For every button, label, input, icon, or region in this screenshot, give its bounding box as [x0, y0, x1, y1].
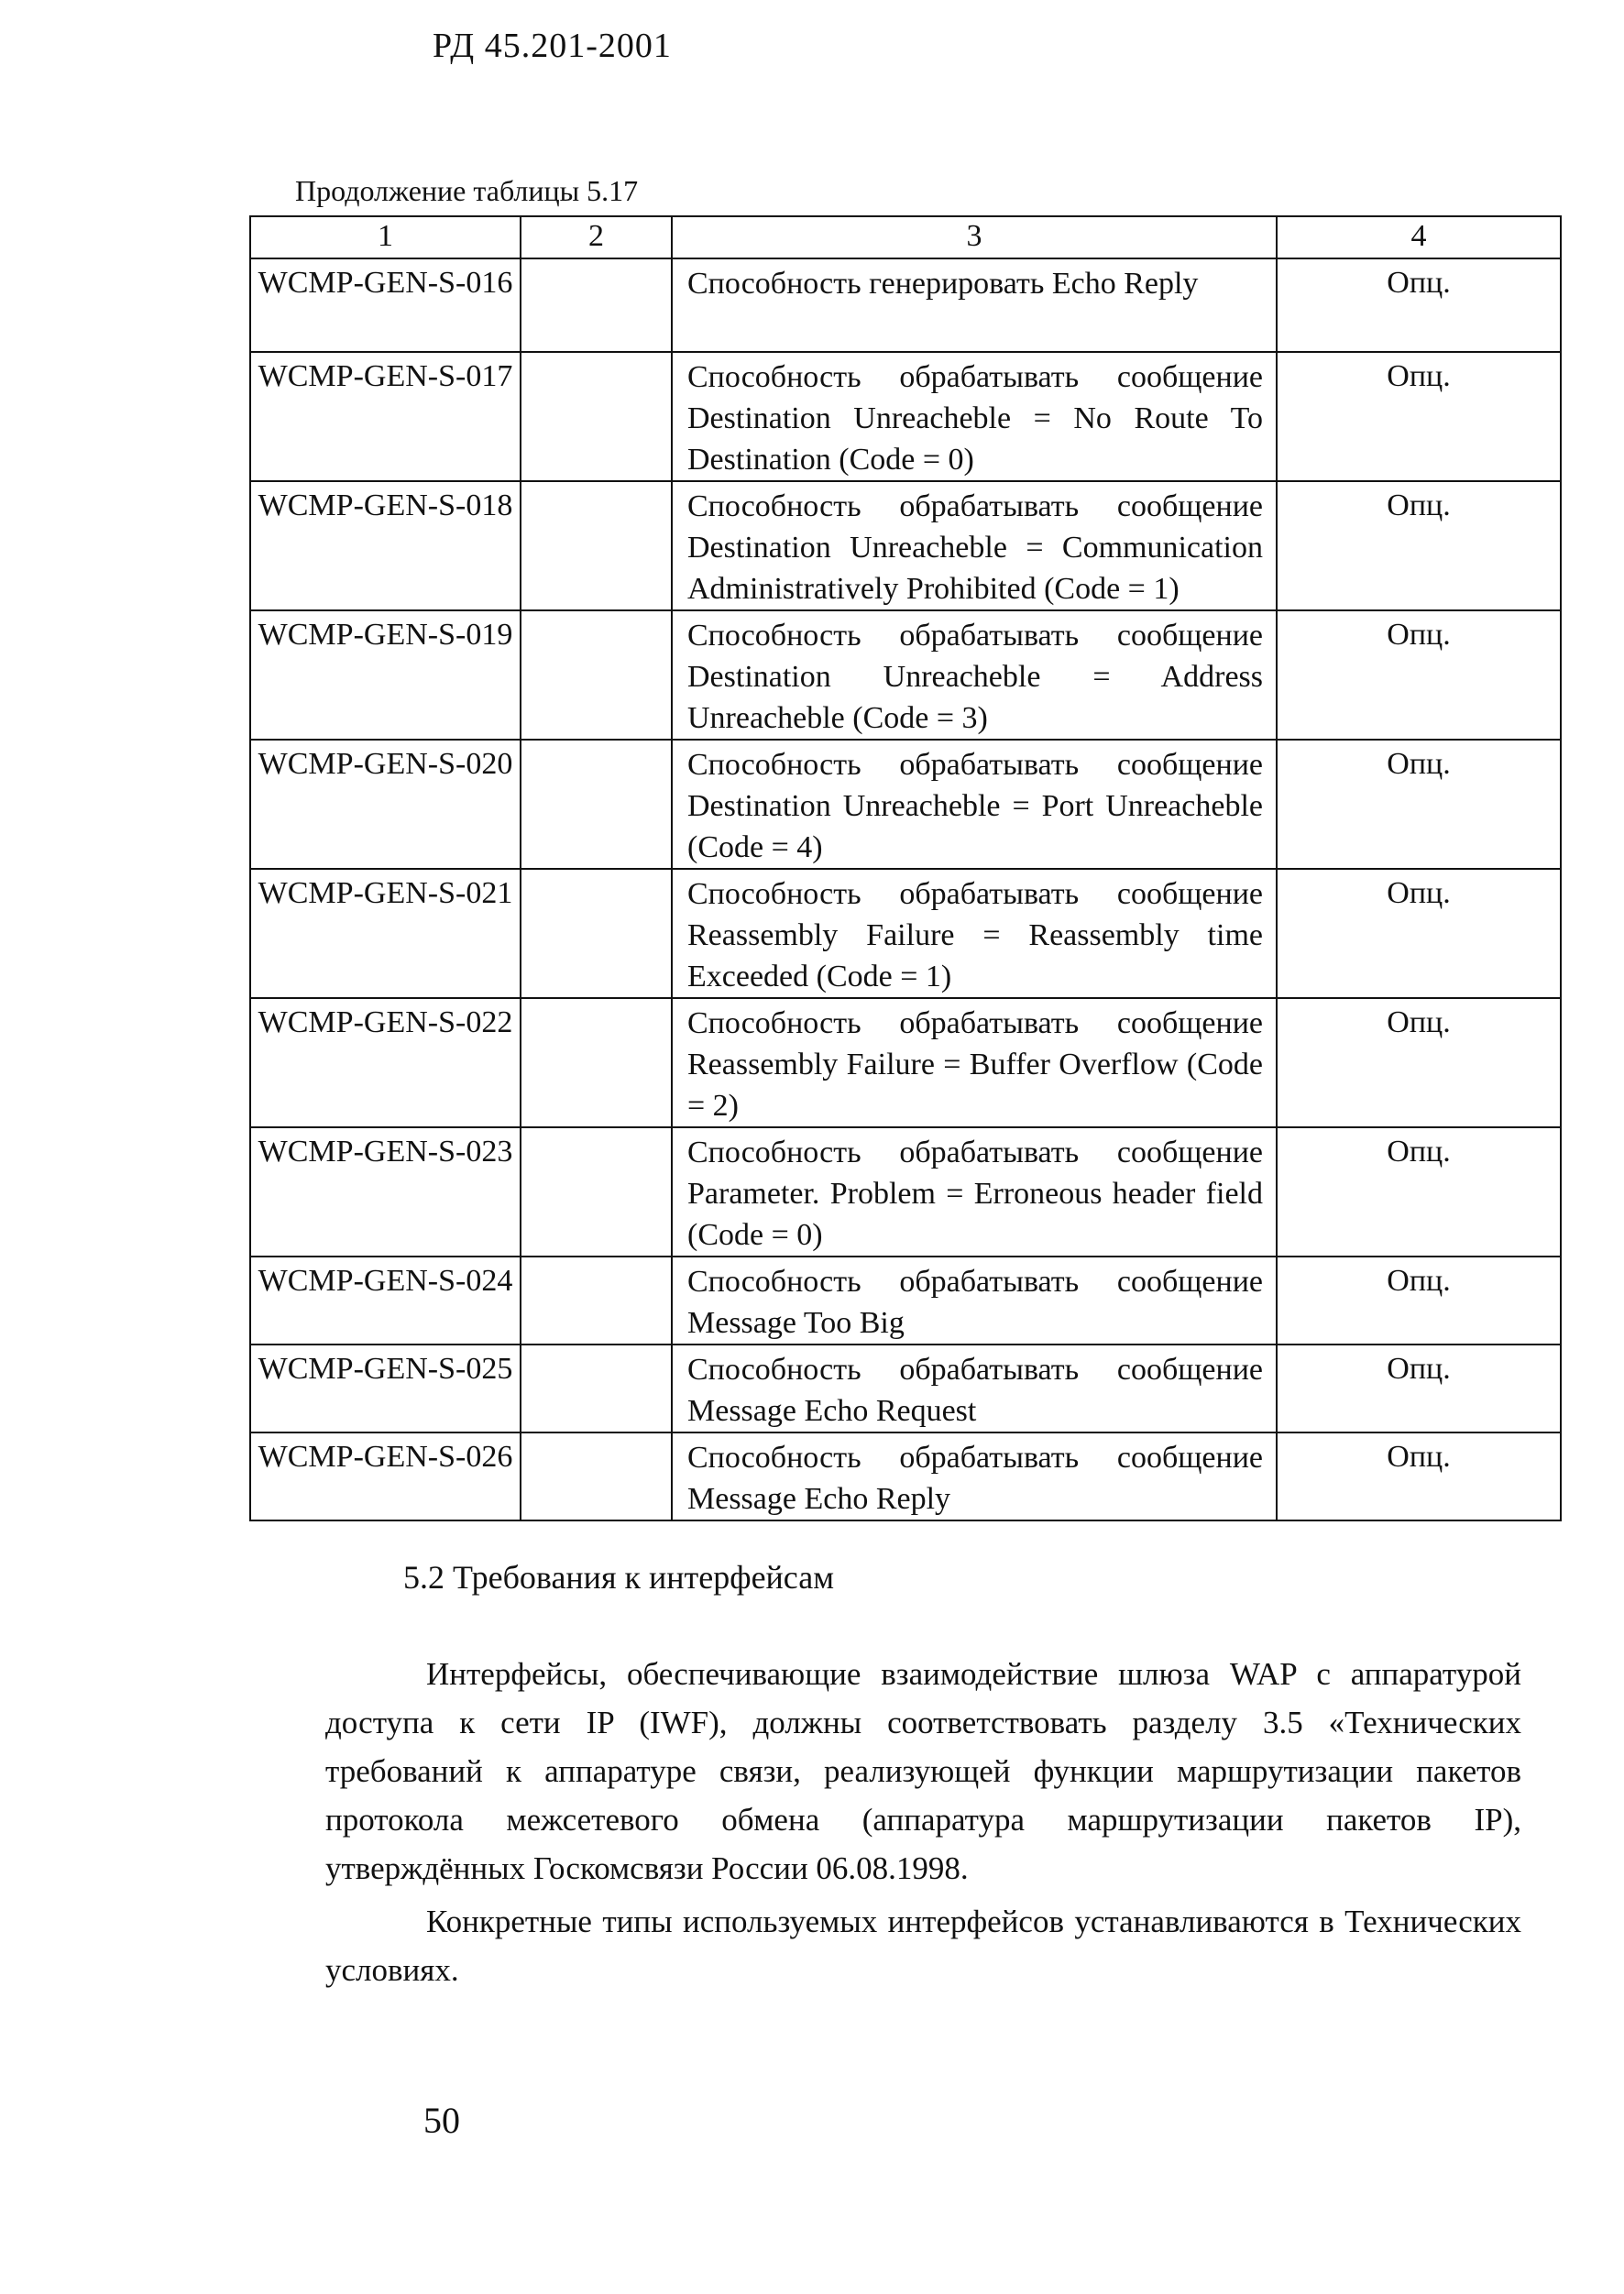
- requirement-status-cell: Опц.: [1277, 1432, 1561, 1520]
- requirement-id-cell: WCMP-GEN-S-021: [250, 869, 521, 998]
- table-row: [250, 352, 1561, 481]
- requirement-description-cell: Способность обрабатывать сообщение Message Too Big: [672, 1257, 1277, 1345]
- column-header: 1: [250, 216, 521, 258]
- requirement-id-cell: WCMP-GEN-S-019: [250, 610, 521, 740]
- empty-cell: [521, 1432, 672, 1520]
- page-number: 50: [423, 2100, 460, 2141]
- requirement-id-cell: WCMP-GEN-S-017: [250, 352, 521, 481]
- requirement-id-cell: WCMP-GEN-S-026: [250, 1432, 521, 1520]
- requirement-description-cell: Способность обрабатывать сообщение Reassembly Failure = Reassembly time Exceeded (Code = 1): [672, 869, 1277, 998]
- empty-cell: [521, 610, 672, 740]
- table-row: [250, 481, 1561, 610]
- requirement-description-cell: Способность обрабатывать сообщение Destination Unreacheble = Port Unreacheble (Code = 4): [672, 740, 1277, 869]
- column-header: 4: [1277, 216, 1561, 258]
- empty-cell: [521, 481, 672, 610]
- requirement-status-cell: Опц.: [1277, 481, 1561, 610]
- table-row: [250, 998, 1561, 1127]
- requirement-status-cell: Опц.: [1277, 998, 1561, 1127]
- requirement-description-cell: Способность обрабатывать сообщение Message Echo Request: [672, 1345, 1277, 1432]
- requirement-status-cell: Опц.: [1277, 740, 1561, 869]
- empty-cell: [521, 1257, 672, 1345]
- requirement-status-cell: Опц.: [1277, 1345, 1561, 1432]
- requirement-status-cell: Опц.: [1277, 610, 1561, 740]
- requirement-id-cell: WCMP-GEN-S-023: [250, 1127, 521, 1257]
- requirement-description-cell: Способность генерировать Echo Reply: [672, 258, 1277, 352]
- requirement-description-cell: Способность обрабатывать сообщение Message Echo Reply: [672, 1432, 1277, 1520]
- table-body: [250, 258, 1561, 1520]
- requirement-id-cell: WCMP-GEN-S-020: [250, 740, 521, 869]
- requirement-description-cell: Способность обрабатывать сообщение Destination Unreacheble = No Route To Destination (Code = 0): [672, 352, 1277, 481]
- requirement-description-cell: Способность обрабатывать сообщение Parameter. Problem = Erroneous header field (Code = 0): [672, 1127, 1277, 1257]
- empty-cell: [521, 998, 672, 1127]
- section-title: 5.2 Требования к интерфейсам: [403, 1559, 834, 1596]
- table-row: [250, 869, 1561, 998]
- table-row: [250, 740, 1561, 869]
- requirement-id-cell: WCMP-GEN-S-022: [250, 998, 521, 1127]
- empty-cell: [521, 869, 672, 998]
- table-row: [250, 1127, 1561, 1257]
- paragraph: Конкретные типы используемых интерфейсов устанавливаются в Технических условиях.: [325, 1904, 1521, 1988]
- requirement-id-cell: WCMP-GEN-S-025: [250, 1345, 521, 1432]
- requirement-status-cell: Опц.: [1277, 869, 1561, 998]
- table-header-row: [250, 216, 1561, 258]
- empty-cell: [521, 740, 672, 869]
- table-row: [250, 258, 1561, 352]
- requirement-description-cell: Способность обрабатывать сообщение Destination Unreacheble = Communication Administratively Prohibited (Code = 1): [672, 481, 1277, 610]
- requirement-id-cell: WCMP-GEN-S-024: [250, 1257, 521, 1345]
- empty-cell: [521, 258, 672, 352]
- empty-cell: [521, 1127, 672, 1257]
- table-row: [250, 1345, 1561, 1432]
- column-header: 3: [672, 216, 1277, 258]
- table-row: [250, 610, 1561, 740]
- requirement-status-cell: Опц.: [1277, 258, 1561, 352]
- column-header: 2: [521, 216, 672, 258]
- table-row: [250, 1257, 1561, 1345]
- table-caption: Продолжение таблицы 5.17: [295, 174, 639, 207]
- document-header: РД 45.201-2001: [433, 27, 672, 65]
- requirement-status-cell: Опц.: [1277, 352, 1561, 481]
- requirement-status-cell: Опц.: [1277, 1257, 1561, 1345]
- requirement-status-cell: Опц.: [1277, 1127, 1561, 1257]
- paragraph: Интерфейсы, обеспечивающие взаимодействие шлюза WAP с аппаратурой доступа к сети IP (IWF), должны соответствовать разделу 3.5 «Технических требований к аппаратуре связи, реализующей функции маршрутизации пакетов протокола межсетевого обмена (аппаратура маршрутизации пакетов IP), утверждённых Госкомсвязи России 06.08.1998.: [325, 1656, 1521, 1886]
- requirement-description-cell: Способность обрабатывать сообщение Reassembly Failure = Buffer Overflow (Code = 2): [672, 998, 1277, 1127]
- requirement-id-cell: WCMP-GEN-S-018: [250, 481, 521, 610]
- empty-cell: [521, 1345, 672, 1432]
- requirement-id-cell: WCMP-GEN-S-016: [250, 258, 521, 352]
- requirements-table: [249, 215, 1562, 1521]
- empty-cell: [521, 352, 672, 481]
- table-row: [250, 1432, 1561, 1520]
- requirement-description-cell: Способность обрабатывать сообщение Destination Unreacheble = Address Unreacheble (Code = 3): [672, 610, 1277, 740]
